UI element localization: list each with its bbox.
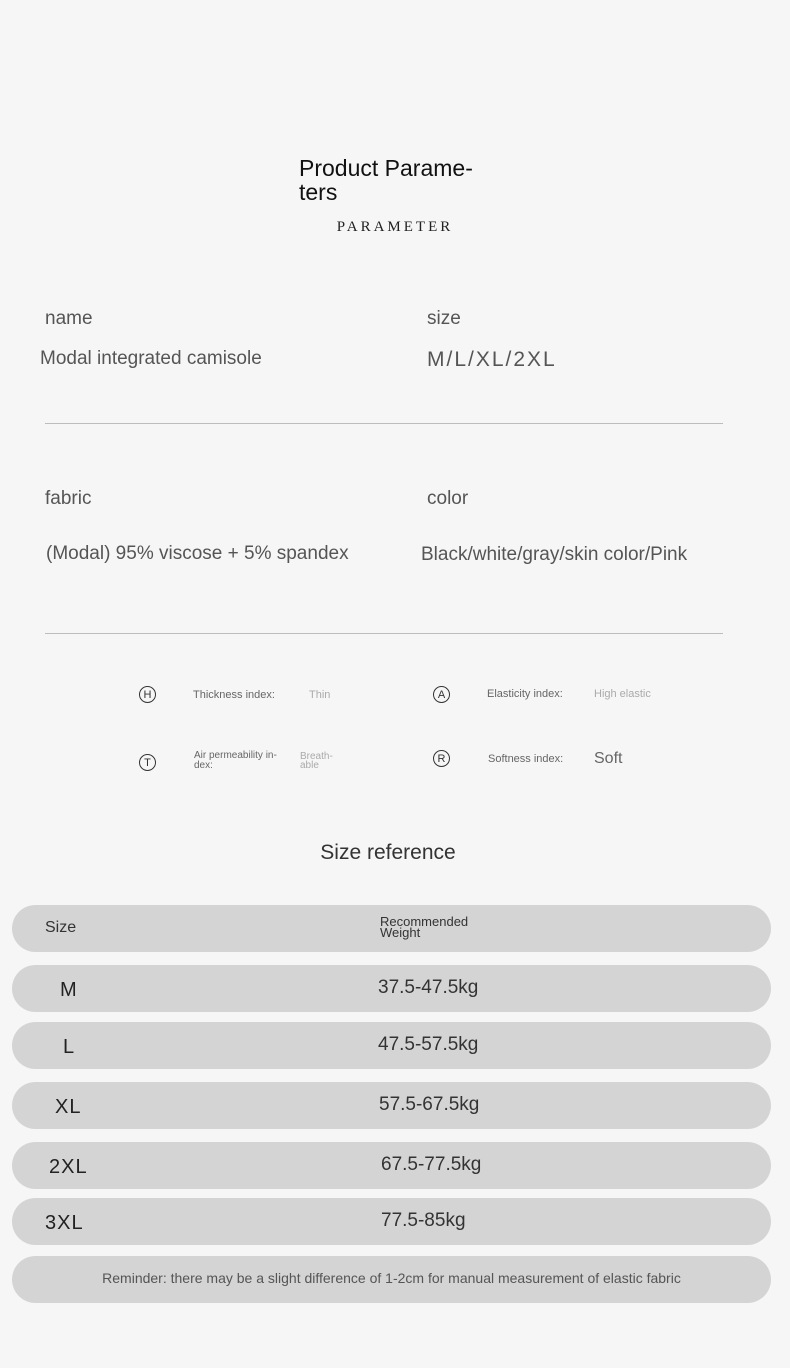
weight-cell: 37.5-47.5kg — [378, 977, 479, 998]
size-cell: 2XL — [49, 1156, 88, 1178]
table-row — [12, 965, 771, 1012]
elasticity-value: High elastic — [594, 688, 651, 700]
thickness-label: Thickness index: — [193, 689, 275, 701]
size-cell: L — [63, 1036, 76, 1058]
divider — [45, 633, 723, 634]
reminder-text: Reminder: there may be a slight difference of 1-2cm for manual measurement of elastic fabric — [102, 1270, 681, 1286]
divider — [45, 423, 723, 424]
size-value: M/L/XL/2XL — [427, 348, 557, 371]
weight-cell: 67.5-77.5kg — [381, 1154, 482, 1175]
size-cell: 3XL — [45, 1212, 84, 1234]
air-permeability-value: Breath- able — [300, 751, 333, 771]
size-cell: M — [60, 979, 78, 1001]
table-row — [12, 1198, 771, 1245]
air-permeability-icon: T — [139, 754, 156, 771]
size-label: size — [427, 308, 461, 329]
softness-value: Soft — [594, 750, 623, 767]
page-title: Product Parame- ters — [299, 155, 473, 205]
page-subtitle: PARAMETER — [336, 219, 454, 235]
name-label: name — [45, 308, 93, 329]
weight-cell: 47.5-57.5kg — [378, 1034, 479, 1055]
color-label: color — [427, 488, 469, 509]
thickness-icon: H — [139, 686, 156, 703]
name-value: Modal integrated camisole — [40, 348, 262, 369]
table-row — [12, 1142, 771, 1189]
reminder-banner — [12, 1256, 771, 1303]
table-row — [12, 1022, 771, 1069]
color-value: Black/white/gray/skin color/Pink — [421, 544, 688, 565]
softness-label: Softness index: — [488, 753, 564, 765]
elasticity-label: Elasticity index: — [487, 688, 563, 700]
size-column-header: Size — [45, 919, 77, 936]
elasticity-icon: A — [433, 686, 450, 703]
size-cell: XL — [55, 1096, 82, 1118]
fabric-label: fabric — [45, 488, 92, 509]
size-reference-title: Size reference — [320, 841, 456, 864]
softness-icon: R — [433, 750, 450, 767]
air-permeability-label: Air permeability in- dex: — [194, 750, 277, 771]
fabric-value: (Modal) 95% viscose + 5% spandex — [46, 543, 349, 564]
table-row — [12, 1082, 771, 1129]
weight-cell: 77.5-85kg — [381, 1210, 466, 1231]
weight-cell: 57.5-67.5kg — [379, 1094, 480, 1115]
thickness-value: Thin — [309, 689, 331, 701]
weight-column-header: Recommended Weight — [380, 914, 469, 940]
size-table-header — [12, 905, 771, 952]
